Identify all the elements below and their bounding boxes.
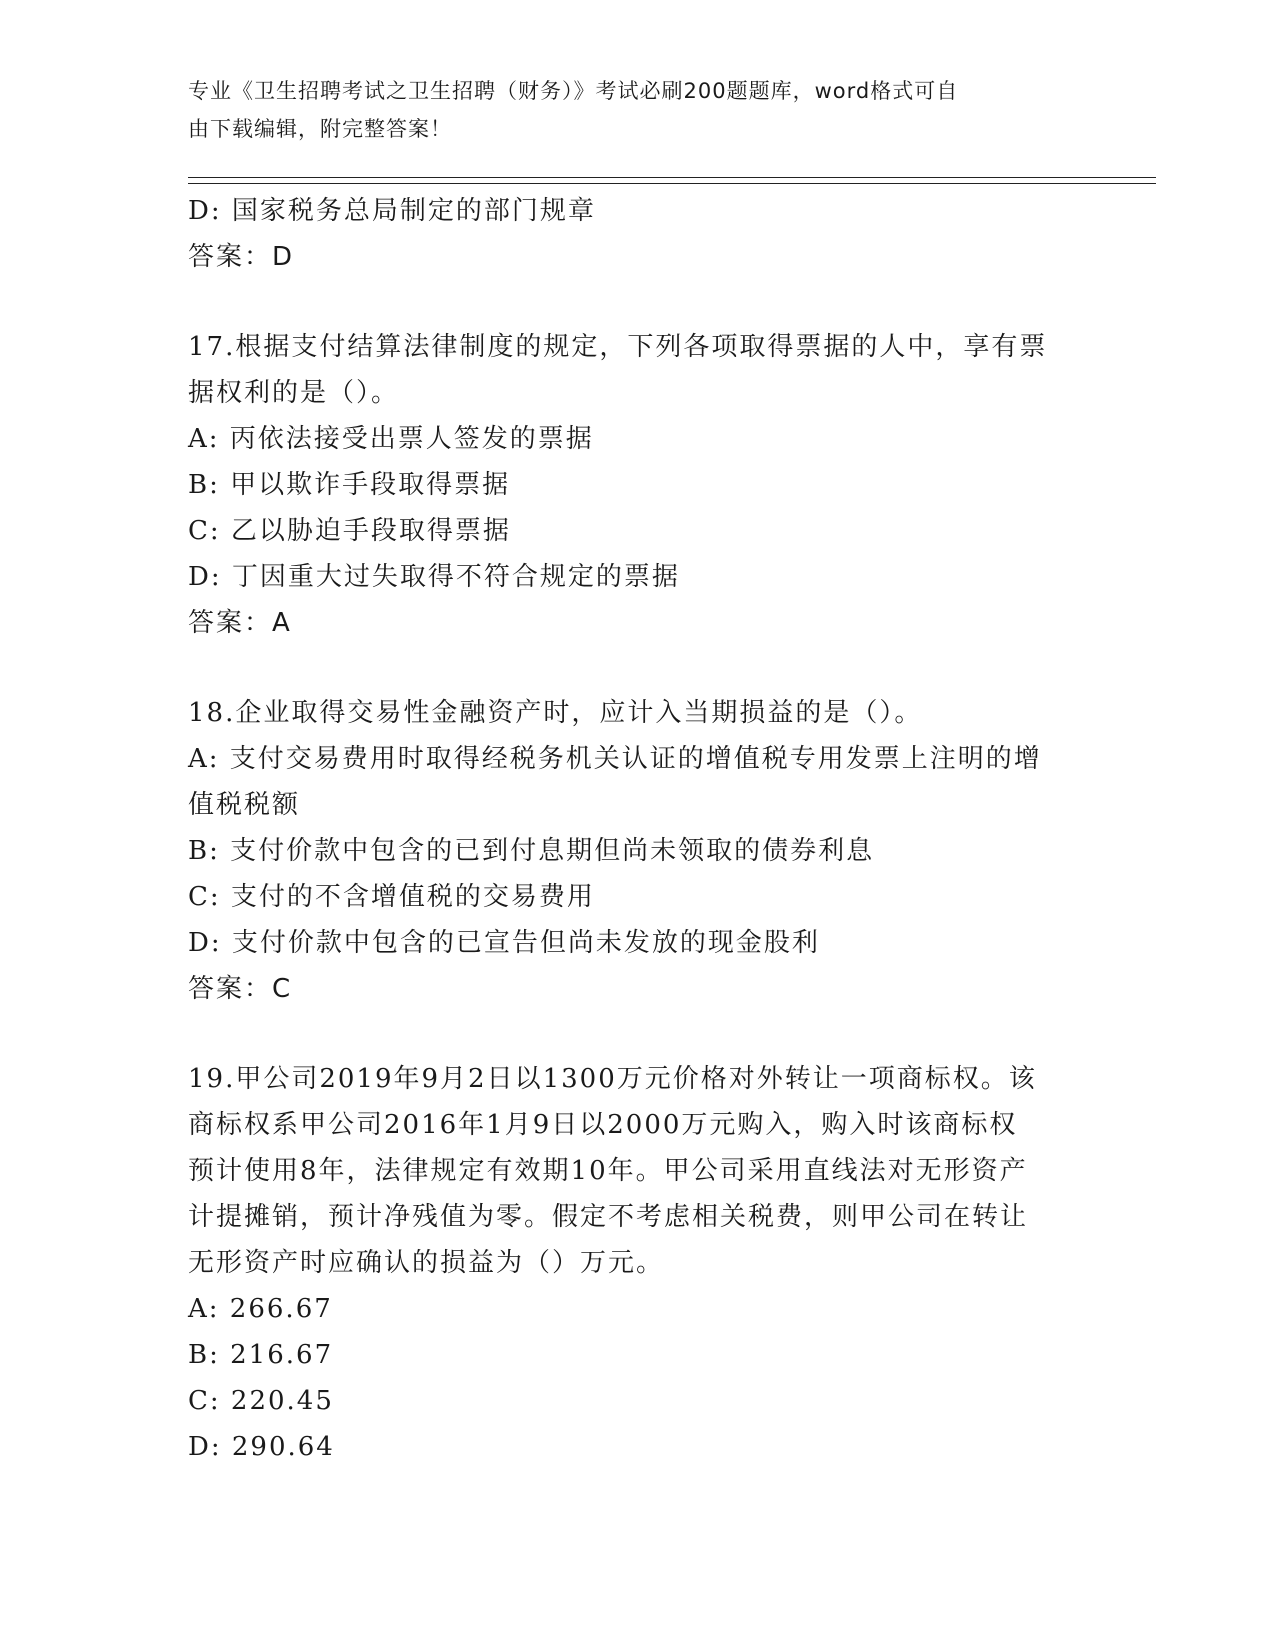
answer-line: 答案：A [188,608,292,638]
question-stem: 计提摊销，预计净残值为零。假定不考虑相关税费，则甲公司在转让 [188,1202,1029,1232]
option-c: C: 220.45 [188,1386,334,1416]
question-stem: 预计使用8年，法律规定有效期10年。甲公司采用直线法对无形资产 [188,1156,1028,1186]
option-d: D: 国家税务总局制定的部门规章 [188,196,596,226]
answer-line: 答案：D [188,242,295,272]
prev-question-block [188,188,1068,280]
header-line-2: 由下载编辑，附完整答案！ [188,117,452,141]
option-b: B: 甲以欺诈手段取得票据 [188,470,511,500]
question-stem: 商标权系甲公司2016年1月9日以2000万元购入，购入时该商标权 [188,1110,1018,1140]
question-17 [188,324,1068,646]
document-body [188,188,1068,1470]
option-d: D: 丁因重大过失取得不符合规定的票据 [188,562,680,592]
question-stem: 17.根据支付结算法律制度的规定，下列各项取得票据的人中，享有票 [188,332,1048,362]
option-c: C: 支付的不含增值税的交易费用 [188,882,595,912]
option-d: D: 290.64 [188,1432,335,1462]
page-header [188,72,1078,148]
option-d: D: 支付价款中包含的已宣告但尚未发放的现金股利 [188,928,820,958]
option-c: C: 乙以胁迫手段取得票据 [188,516,511,546]
option-a: A: 支付交易费用时取得经税务机关认证的增值税专用发票上注明的增 [188,744,1042,774]
question-stem: 无形资产时应确认的损益为（）万元。 [188,1248,665,1278]
option-a: A: 丙依法接受出票人签发的票据 [188,424,594,454]
question-stem: 据权利的是（）。 [188,378,400,408]
question-18 [188,690,1068,1012]
header-line-1: 专业《卫生招聘考试之卫生招聘（财务）》考试必刷200题题库，word格式可自 [188,79,959,103]
question-stem: 19.甲公司2019年9月2日以1300万元价格对外转让一项商标权。该 [188,1064,1037,1094]
header-divider-top [188,177,1156,178]
question-stem: 18.企业取得交易性金融资产时，应计入当期损益的是（）。 [188,698,923,728]
option-a: A: 266.67 [188,1294,333,1324]
option-b: B: 216.67 [188,1340,334,1370]
answer-line: 答案：C [188,974,293,1004]
option-b: B: 支付价款中包含的已到付息期但尚未领取的债券利息 [188,836,875,866]
option-a-continued: 值税税额 [188,790,301,820]
header-divider-bottom [188,183,1156,184]
question-19 [188,1056,1068,1470]
